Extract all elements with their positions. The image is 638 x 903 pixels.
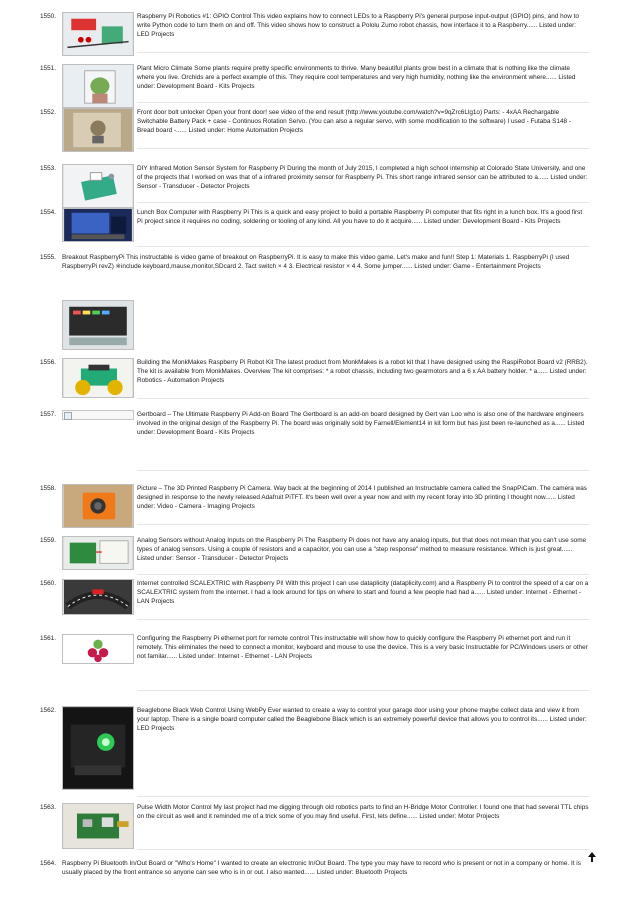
thumbnail-image[interactable]: [62, 579, 134, 615]
item-description: Beaglebone Black Web Control Using WebPy Ever wanted to create a way to control your garage door using your phone maybe collect data and view it from your laptop. There is a single board computer called the Beaglebone Black which is an extremely powerful device that allows you to control its...... Listed under: LED Projects: [137, 707, 587, 732]
item-description: Configuring the Raspberry Pi ethernet port for remote control This instructable will show how to quickly configure the Raspberry Pi ethernet port and run it remotely. This eliminates the need to connect a monitor, keyboard and mouse to use the device. This is a very basic Instructable for PC/Windows users or other not familar...... Listed under: Internet - Ethernet - LAN Projects: [137, 635, 588, 660]
thumbnail-image[interactable]: [62, 484, 134, 528]
scroll-to-top-arrow-icon[interactable]: [588, 852, 596, 862]
thumbnail-image[interactable]: [62, 208, 134, 242]
item-number: 1557.: [40, 411, 56, 418]
thumbnail-image[interactable]: [62, 300, 134, 350]
item-description: Lunch Box Computer with Raspberry Pi This is a quick and easy project to build a portable Raspberry Pi computer that fits right in a lunch box. It's a good first Pi project since it requires no coding, soldering or tooling of any kind. All you have to do it acquire...... Listed under: Development Board - Kits Projects: [137, 209, 583, 225]
item-description: Analog Sensors without Analog Inputs on the Raspberry Pi The Raspberry Pi does not have any analog inputs, but that does not mean that you can't use some types of analog sensors. Using a couple of resistors and a capacitor, you can use a "step response" method to measure resistance. Which is just great...... Listed under: Sensor - Transducer - Detector Projects: [137, 537, 587, 562]
item-number: 1555.: [40, 254, 56, 261]
item-description: Internet controlled SCALEXTRIC with Raspberry Pi! With this project I can use dataplicity (dataplicity.com) and a Raspberry Pi to control the speed of a car on a SCALEXTRIC system from the internet. I had a look around for tips on where to start and found a few people had had a...... Listed under: Internet - Ethernet - LAN Projects: [137, 580, 589, 605]
thumbnail-image[interactable]: [62, 12, 134, 56]
thumbnail-image[interactable]: [62, 164, 134, 208]
item-description: Plant Micro Climate Some plants require pretty specific environments to thrive. Many beautiful plants grow best in a climate that is nothing like the climate where you live. Orchids are a perfect example of this. They require cool temperatures and very high humidity, nothing like the environment where...... Listed under: Development Board - Kits Projects: [137, 65, 576, 90]
item-description: DIY Infrared Motion Sensor System for Raspberry Pi During the month of July 2015, I completed a high school internship at Colorado State University, and one of the projects that I worked on was that of a infrared proximity sensor for Raspberry Pi. This short range infrared sensor can be attributed to a...... Listed under: Sensor - Transducer - Detector Projects: [137, 165, 588, 190]
thumbnail-image[interactable]: [62, 634, 134, 664]
item-description: Pulse Width Motor Control My last project had me digging through old robotics parts to find an H-Bridge Motor Controller. I found one that had several TTL chips on the circuit as well and it reminded me of a trick some of you may find useful. First, lets define...... Listed under: Motor Projects: [137, 804, 589, 820]
divider: [137, 619, 589, 620]
item-number: 1561.: [40, 635, 56, 642]
item-number: 1550.: [40, 13, 56, 20]
item-number: 1560.: [40, 580, 56, 587]
item-number: 1556.: [40, 359, 56, 366]
item-number: 1558.: [40, 485, 56, 492]
item-description: Front door bolt unlocker Open your front door! see video of the end result (http://www.youtube.com/watch?v=9qZrc6Llg1o) Parts: - 4xAA Rechargable Switchable Battery Pack + case - Continuos Rotation Servo. (You can also a regular servo, with some modification to the software) I used - Futaba S148 - Bread board -...... Listed under: Home Automation Projects: [137, 109, 572, 134]
item-description: Building the MonkMakes Raspberry Pi Robot Kit The latest product from MonkMakes is a robot kit that I have designed using the RaspiRobot Board v2 (RRB2). The kit is available from MonkMakes. Overview The kit comprises: * a robot chassis, including two gearmotors and a 6 x AA battery holder. * a...... Listed under: Robotics - Automation Projects: [137, 359, 588, 384]
divider: [137, 796, 589, 797]
divider: [137, 574, 589, 575]
thumbnail-image[interactable]: [62, 358, 134, 398]
divider: [137, 849, 589, 850]
divider: [137, 690, 589, 691]
item-number: 1552.: [40, 109, 56, 116]
divider: [137, 202, 589, 203]
item-description: Raspberry Pi Robotics #1: GPIO Control This video explains how to connect LEDs to a Raspberry Pi's general purpose input-output (GPIO) pins, and how to write Python code to turn them on and off. This video shows how to construct a Pololu Zumo robot chassis, how interface it to a Raspberry...... Listed under: LED Projects: [137, 13, 579, 38]
divider: [137, 52, 589, 53]
divider: [137, 246, 589, 247]
item-number: 1564.: [40, 860, 56, 867]
item-description: Gertboard – The Ultimate Raspberry Pi Add-on Board The Gertboard is an add-on board designed by Gert van Loo who is also one of the hardware engineers involved in the original design of the Raspberry Pi. The board was originally sold by Farnell/Element14 in kit form but has just been re-launched as a...... Listed under: Development Board - Kits Projects: [137, 411, 585, 436]
item-description: Picture – The 3D Printed Raspberry Pi Camera. Way back at the beginning of 2014 I published an Instructable camera called the SnapPiCam. The camera was designed in response to the newly released Adafruit PiTFT. It's been well over a year now and with my recent foray into 3D printing I thought now...... Listed under: Video - Camera - Imaging Projects: [137, 485, 587, 510]
thumbnail-image[interactable]: [62, 803, 134, 849]
item-description: Raspberry Pi Bluetooth In/Out Board or "Who's Home" I wanted to create an electronic In/Out Board. The type you may have to record who is present or not in a company or home. It is usually placed by the front entrance so anyone can see who is in or out. I also wanted...... Listed under: Bluetooth Projects: [62, 860, 581, 876]
divider: [137, 148, 589, 149]
item-description: Breakout RaspberryPi This instructable is video game of breakout on RaspberryPi. It is easy to make this video game. Let's make and fun!! Step 1: Materials 1. RaspberryPi (I used RaspberryPi revZ) ※include keyboard,mause,monitor,SDcard 2. Tact switch × 4 3. Electrical resistor × 4 4. Some jumper...... Listed under: Game - Entertainment Projects: [62, 254, 570, 270]
item-number: 1554.: [40, 209, 56, 216]
thumbnail-image[interactable]: [62, 64, 134, 108]
thumbnail-image[interactable]: [62, 536, 134, 570]
broken-image-icon[interactable]: [62, 410, 134, 420]
divider: [137, 470, 589, 471]
item-number: 1559.: [40, 537, 56, 544]
thumbnail-image[interactable]: [62, 706, 134, 790]
divider: [137, 524, 589, 525]
divider: [137, 102, 589, 103]
divider: [137, 398, 589, 399]
thumbnail-image[interactable]: [62, 108, 134, 152]
item-number: 1562.: [40, 707, 56, 714]
item-number: 1563.: [40, 804, 56, 811]
item-number: 1551.: [40, 65, 56, 72]
item-number: 1553.: [40, 165, 56, 172]
